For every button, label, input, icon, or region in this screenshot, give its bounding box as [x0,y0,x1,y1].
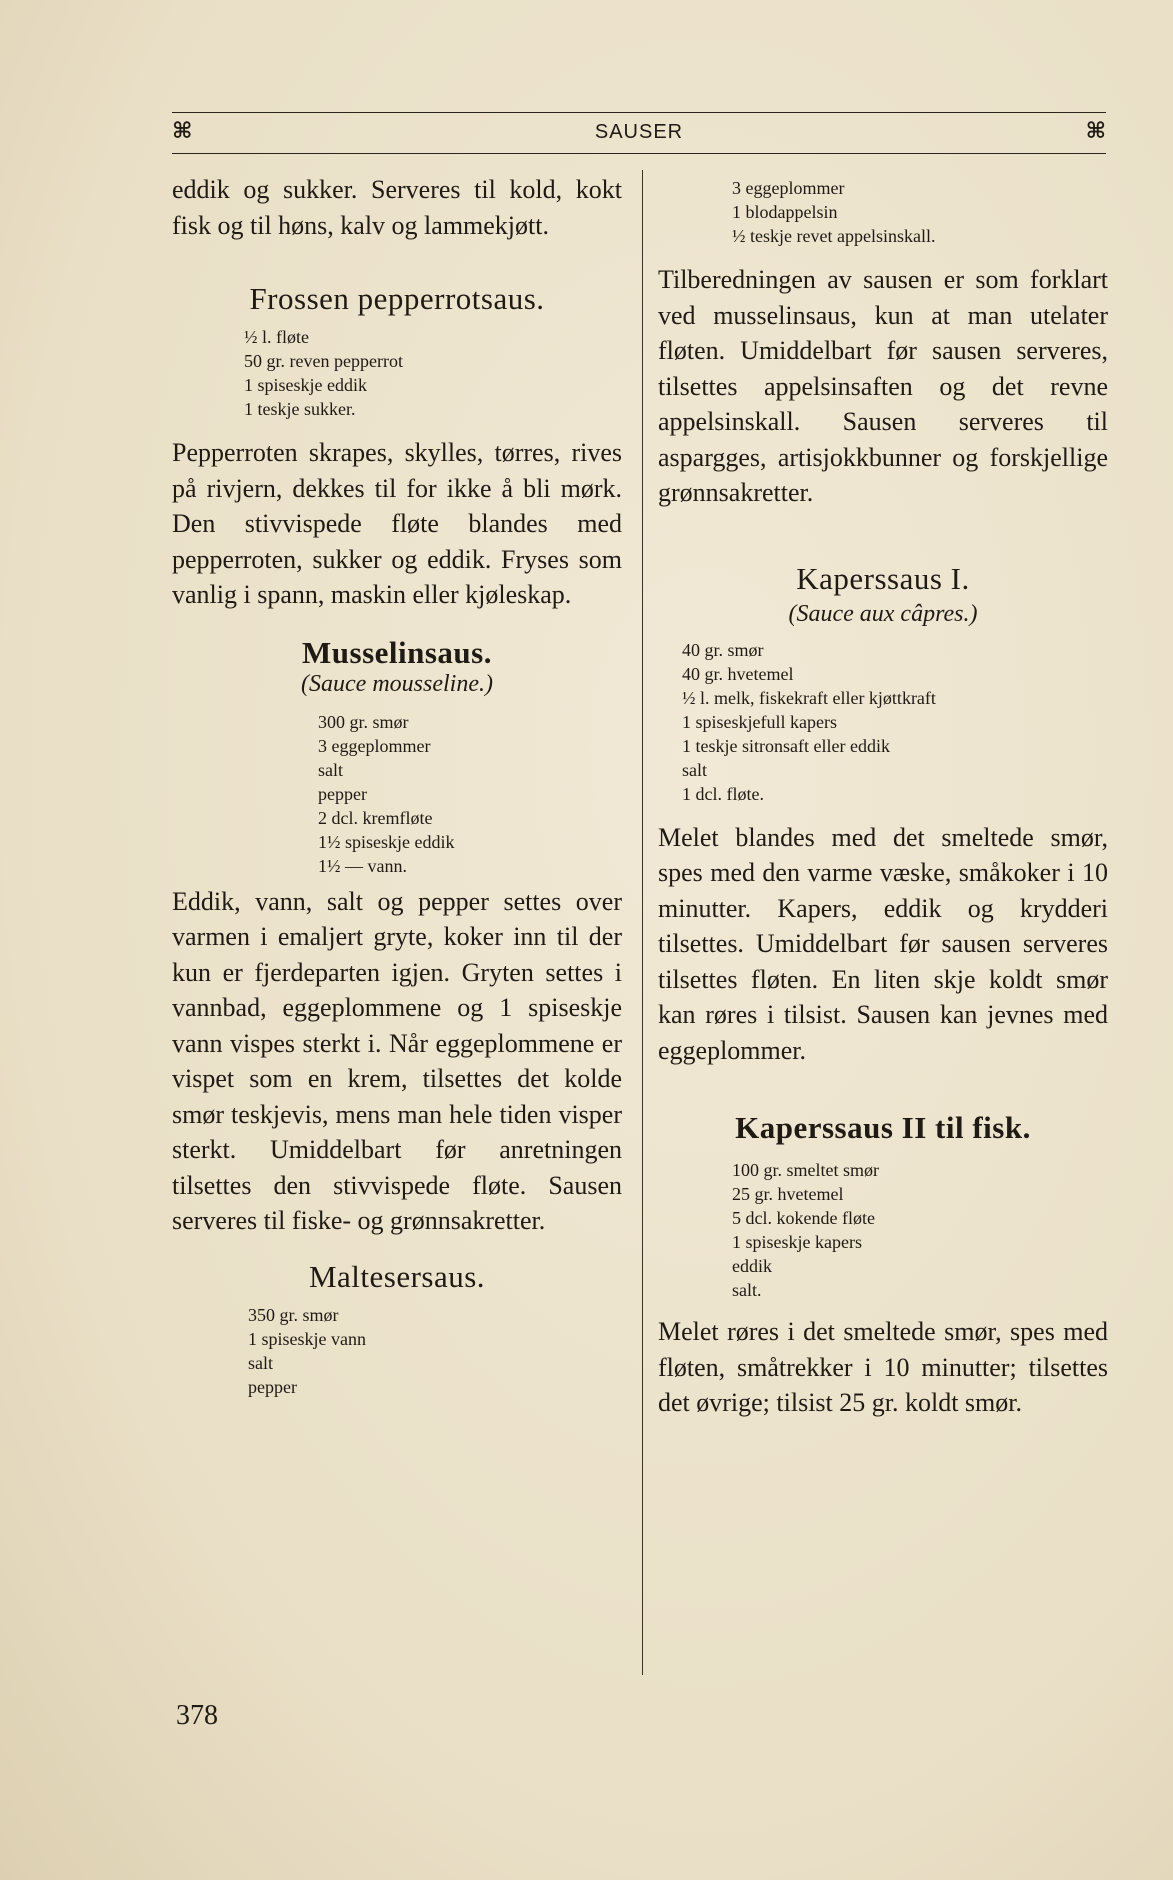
ornament-right-icon: ⌘ [1085,119,1106,144]
ingredient-list-musselin [318,710,622,878]
recipe-text-frossen: Pepperroten skrapes, skylles, tørres, rives på rivjern, dekkes til for ikke å bli mørk. Den stivvispede fløte blandes med pepperroten, sukker og eddik. Fryses som vanlig i spann, maskin eller kjøleskap. [172,438,622,609]
recipe-title-malteser: Maltesersaus. [308,1258,486,1294]
ingredient-item: 25 gr. hvetemel [732,1184,844,1204]
ingredient-item: 100 gr. smeltet smør [732,1160,879,1180]
ingredient-item: ½ l. fløte [244,327,309,347]
recipe-title-kapers-2: Kaperssaus II til fisk. [735,1110,1031,1145]
ornament-left-icon: ⌘ [172,119,193,144]
recipe-text-top: Tilberedningen av sausen er som forklart ved musselinsaus, kun at man utelater fløten. Umiddelbart før sausen serveres, tilsettes appelsinsaften og det revne appelsinskall. Sausen serveres til aspargges, artisjokkbunner og forskjellige grønnsakretter. [658,265,1108,507]
ingredient-item: 1 spiseskje kapers [732,1232,862,1252]
ingredient-item: 1 spiseskjefull kapers [682,711,837,732]
ingredient-item: 1 spiseskje vann [248,1328,366,1349]
ingredient-item: ½ l. melk, fiskekraft eller kjøttkraft [682,687,936,708]
header-title: SAUSER [594,121,684,143]
ingredient-item: 300 gr. smør [318,711,409,732]
intro-text: eddik og sukker. Serveres til kold, kokt fisk og til høns, kalv og lammekjøtt. [172,175,622,240]
recipe-title-kapers-1: Kaperssaus I. [796,560,970,596]
running-header [172,112,1106,154]
ingredient-item: 3 eggeplommer [318,735,431,756]
ingredient-item: 2 dcl. kremfløte [318,807,433,828]
recipe-text-kapers-2: Melet røres i det smeltede smør, spes med fløten, småtrekker i 10 minutter; tilsettes det øvrige; tilsist 25 gr. koldt smør. [658,1317,1108,1417]
ingredient-item: pepper [318,783,367,804]
ingredient-item: pepper [248,1376,297,1397]
recipe-title-musselin: Musselinsaus. [302,634,492,670]
column-divider [642,170,643,1675]
recipe-text-kapers-1: Melet blandes med det smeltede smør, spes med den varme væske, småkoker i 10 minutter. Kapers, eddik og krydderi tilsettes. Umiddelbart før sausen serveres tilsettes fløten. En liten skje koldt smør kan røres i tilsist. Sausen kan jevnes med eggeplommer. [658,822,1108,1065]
ingredient-item: 50 gr. reven pepperrot [244,351,403,371]
ingredient-item: 1½ spiseskje eddik [318,831,455,852]
ingredient-item: 40 gr. hvetemel [682,663,794,684]
ingredient-item: 5 dcl. kokende fløte [732,1208,875,1228]
ingredient-item: ½ teskje revet appelsinskall. [732,226,936,246]
ingredient-list-kapers-2 [732,1158,1108,1302]
left-column [172,172,622,1399]
ingredient-item: 1 blodappelsin [732,202,838,222]
ingredient-list-frossen [244,325,622,421]
ingredient-list-top [732,176,1108,248]
ingredient-item: 1 spiseskje eddik [244,375,367,395]
ingredient-item: 350 gr. smør [248,1304,339,1325]
recipe-title-frossen: Frossen pepperrotsaus. [249,281,545,316]
ingredient-item: eddik [732,1256,772,1276]
ingredient-item: 1 dcl. fløte. [682,783,764,804]
page-number: 378 [176,1700,218,1731]
recipe-text-musselin: Eddik, vann, salt og pepper settes over varmen i emaljert gryte, koker inn til der kun er fjerdeparten igjen. Gryten settes i vannbad, eggeplommene og 1 spiseskje vann vispes sterkt i. Når eggeplommene er vispet som en krem, tilsettes det kolde smør teskjevis, mens man hele tiden visper sterkt. Umiddelbart før anretningen tilsettes den stivvispede fløte. Sausen serveres til fiske- og grønnsakretter. [172,886,622,1235]
ingredient-item: salt [682,759,707,780]
recipe-subtitle-musselin: (Sauce mousseline.) [301,670,493,697]
ingredient-item: salt [248,1352,273,1373]
recipe-subtitle-kapers-1: (Sauce aux câpres.) [788,600,978,627]
ingredient-item: 1½ — vann. [318,855,407,876]
ingredient-item: 1 teskje sukker. [244,399,356,419]
ingredient-item: salt. [732,1280,762,1300]
ingredient-item: salt [318,759,343,780]
ingredient-list-malteser [248,1303,622,1399]
ingredient-item: 40 gr. smør [682,639,764,660]
ingredient-item: 3 eggeplommer [732,178,845,198]
ingredient-item: 1 teskje sitronsaft eller eddik [682,735,890,756]
right-column [658,172,1108,1421]
ingredient-list-kapers-1 [682,638,1108,806]
